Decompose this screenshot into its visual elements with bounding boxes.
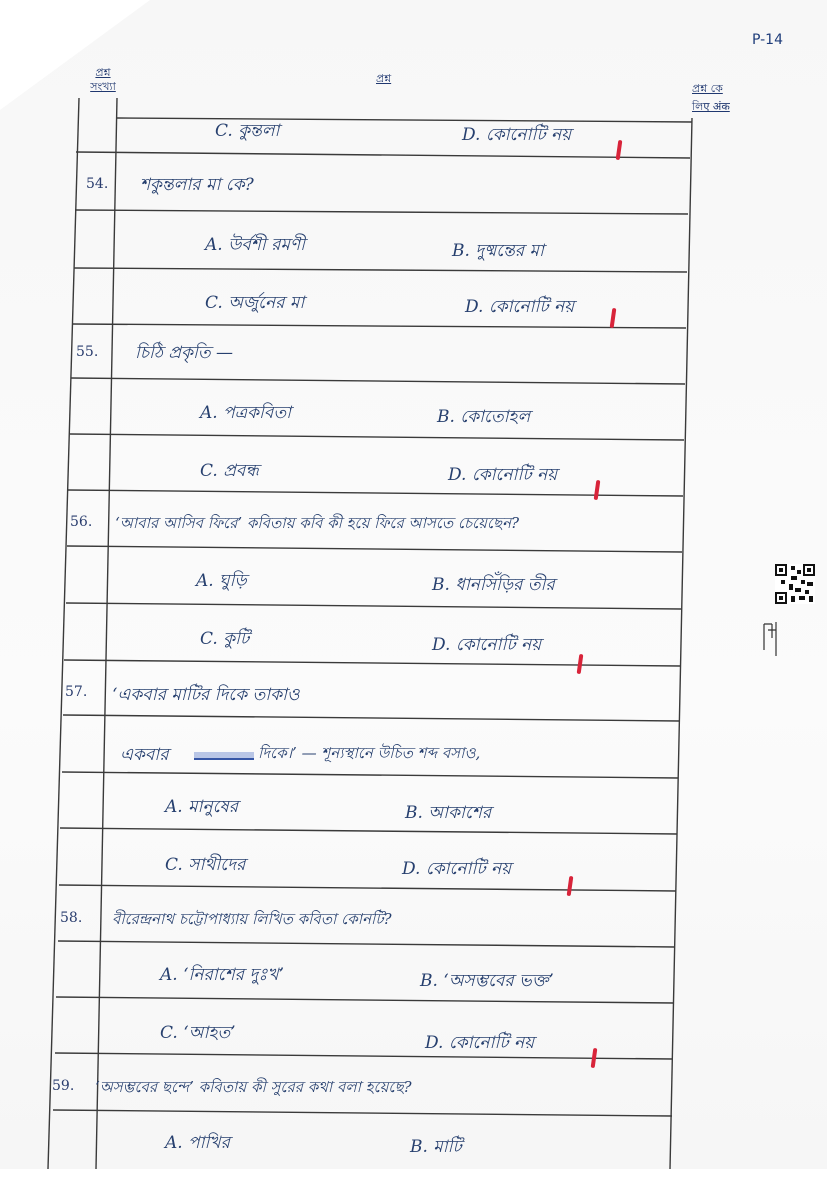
header-marks: প্রশ্ন কে লিए अंक: [692, 82, 730, 113]
qr-code-icon: [775, 564, 815, 604]
option-b: B. কোতোহল: [437, 407, 531, 427]
question-text: ‘আবার আসিব ফিরে’ কবিতায় কবি কী হয়ে ফিরে আসতে চেয়েছেন?: [115, 514, 520, 532]
correct-mark: [594, 480, 601, 500]
option-a: A. ‘নিরাশের দুঃখ’: [160, 965, 284, 985]
blank-fill-smudge: [194, 752, 254, 760]
table-row: [0, 1070, 827, 1126]
question-text-start: একবার: [120, 745, 169, 765]
option-d: D. কোনোটি নয়: [448, 465, 558, 485]
option-c: C. কুন্তলা: [215, 121, 280, 141]
option-d: D. কোনোটি নয়: [425, 1033, 535, 1053]
table-row: [0, 1016, 827, 1072]
table-row: [0, 112, 827, 168]
page-fold-corner: [0, 0, 150, 110]
table-row: [0, 564, 827, 620]
correct-mark: [616, 140, 623, 160]
table-row: [0, 960, 827, 1016]
option-b: B. মাটি: [410, 1137, 462, 1157]
question-text: চিঠি প্রকৃতি —: [135, 343, 233, 363]
question-text: বীরেন্দ্রনাথ চট্টোপাধ্যায় লিখিত কবিতা কোনটি?: [112, 910, 392, 928]
table-row: [0, 336, 827, 392]
side-binding-mark-icon: [760, 620, 780, 660]
table-row: [0, 226, 827, 282]
option-b: B. আকাশের: [405, 803, 492, 823]
question-number: 56.: [70, 514, 93, 530]
option-c: C. সাথীদের: [165, 855, 246, 875]
correct-mark: [591, 1048, 598, 1068]
question-number: 57.: [65, 684, 88, 700]
question-text: ‘অসম্ভবের ছন্দে’ কবিতায় কী সুরের কথা বলা হয়েছে?: [95, 1078, 412, 1096]
question-number: 55.: [76, 344, 99, 360]
table-row: [0, 848, 827, 904]
correct-mark: [577, 654, 584, 674]
correct-mark: [567, 876, 574, 896]
table-row: [0, 792, 827, 848]
question-number: 58.: [60, 910, 83, 926]
option-c: C. অর্জুনের মা: [205, 293, 305, 313]
table-row: [0, 166, 827, 222]
question-text-end: দিকে।’ — শূন্যস্থানে উচিত শব্দ বসাও,: [258, 744, 481, 762]
table-row: [0, 622, 827, 678]
page-number: P-14: [752, 32, 784, 48]
option-c: C. প্রবন্ধ: [200, 461, 259, 481]
option-d: D. কোনোটি নয়: [465, 297, 575, 317]
question-text: ‘একবার মাটির দিকে তাকাও: [112, 685, 300, 705]
option-a: A. ঘুড়ি: [196, 571, 247, 591]
table-row: [0, 676, 827, 732]
table-row: [0, 734, 827, 790]
option-a: A. পত্রকবিতা: [200, 403, 292, 423]
option-d: D. কোনোটি নয়: [462, 125, 572, 145]
table-row: [0, 1126, 827, 1182]
header-question: প্রশ্ন: [376, 72, 392, 85]
option-b: B. ‘অসম্ভবের ভক্ত’: [420, 971, 554, 991]
table-row: [0, 284, 827, 340]
question-number: 54.: [86, 176, 109, 192]
header-question-number: প্রশ্ন সংখ্যা: [90, 66, 116, 93]
question-number: 59.: [52, 1078, 75, 1094]
option-c: C. ‘আহত’: [160, 1023, 236, 1043]
table-row: [0, 454, 827, 510]
correct-mark: [610, 308, 617, 328]
table-row: [0, 396, 827, 452]
option-b: B. দুষ্মন্তের মা: [452, 241, 544, 261]
option-d: D. কোনোটি নয়: [402, 859, 512, 879]
option-a: A. পাখির: [165, 1133, 230, 1153]
option-c: C. কুটি: [200, 629, 250, 649]
option-b: B. ধানসিঁড়ির তীর: [432, 575, 555, 595]
table-row: [0, 506, 827, 562]
question-text: শকুন্তলার মা কে?: [140, 175, 254, 195]
table-row: [0, 902, 827, 958]
option-a: A. উর্বশী রমণী: [205, 235, 306, 255]
option-a: A. মানুষের: [165, 797, 239, 817]
option-d: D. কোনোটি নয়: [432, 635, 542, 655]
